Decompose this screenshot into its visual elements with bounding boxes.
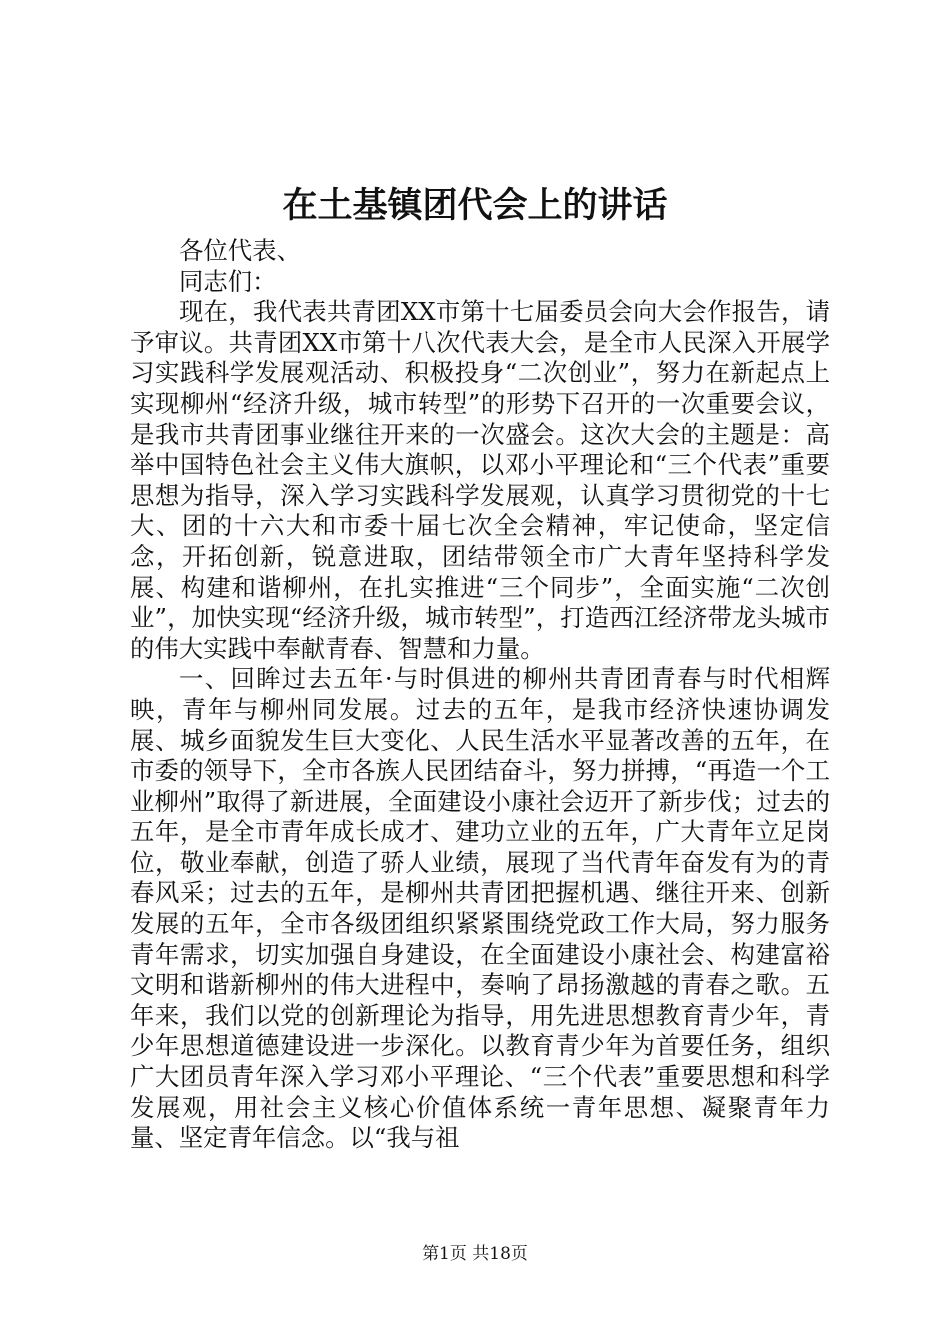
page-number-footer: 第1页 共18页 [422,1244,528,1264]
document-body [130,236,830,1154]
salutation-delegates: 各位代表、 [179,236,301,265]
paragraph-review: 一、回眸过去五年·与时俱进的柳州共青团青春与时代相辉映，青年与柳州同发展。过去的五年，是我市经济快速协调发展、城乡面貌发生巨大变化、人民生活水平显著改善的五年，在市委的领导下，全市各族人民团结奋斗，努力拼搏，“再造一个工业柳州”取得了新进展，全面建设小康社会迈开了新步伐；过去的五年，是全市青年成长成才、建功立业的五年，广大青年立足岗位，敬业奉献，创造了骄人业绩，展现了当代青年奋发有为的青春风采；过去的五年，是柳州共青团把握机遇、继往开来、创新发展的五年，全市各级团组织紧紧围绕党政工作大局，努力服务青年需求，切实加强自身建设，在全面建设小康社会、构建富裕文明和谐新柳州的伟大进程中，奏响了昂扬激越的青春之歌。五年来，我们以党的创新理论为指导，用先进思想教育青少年，青少年思想道德建设进一步深化。以教育青少年为首要任务，组织广大团员青年深入学习邓小平理论、“三个代表”重要思想和科学发展观，用社会主义核心价值体系统一青年思想、凝聚青年力量、坚定青年信念。以“我与祖 [130,664,830,1153]
paragraph-intro: 现在，我代表共青团XX市第十七届委员会向大会作报告，请予审议。共青团XX市第十八次代表大会，是全市人民深入开展学习实践科学发展观活动、积极投身“二次创业”，努力在新起点上实现柳州“经济升级，城市转型”的形势下召开的一次重要会议，是我市共青团事业继往开来的一次盛会。这次大会的主题是：高举中国特色社会主义伟大旗帜，以邓小平理论和“三个代表”重要思想为指导，深入学习实践科学发展观，认真学习贯彻党的十七大、团的十六大和市委十届七次全会精神，牢记使命，坚定信念，开拓创新，锐意进取，团结带领全市广大青年坚持科学发展、构建和谐柳州，在扎实推进“三个同步”，全面实施“二次创业”，加快实现“经济升级，城市转型”，打造西江经济带龙头城市的伟大实践中奉献青春、智慧和力量。 [130,297,830,663]
document-title: 在土基镇团代会上的讲话 [282,185,668,226]
salutation-comrades: 同志们： [179,266,277,296]
